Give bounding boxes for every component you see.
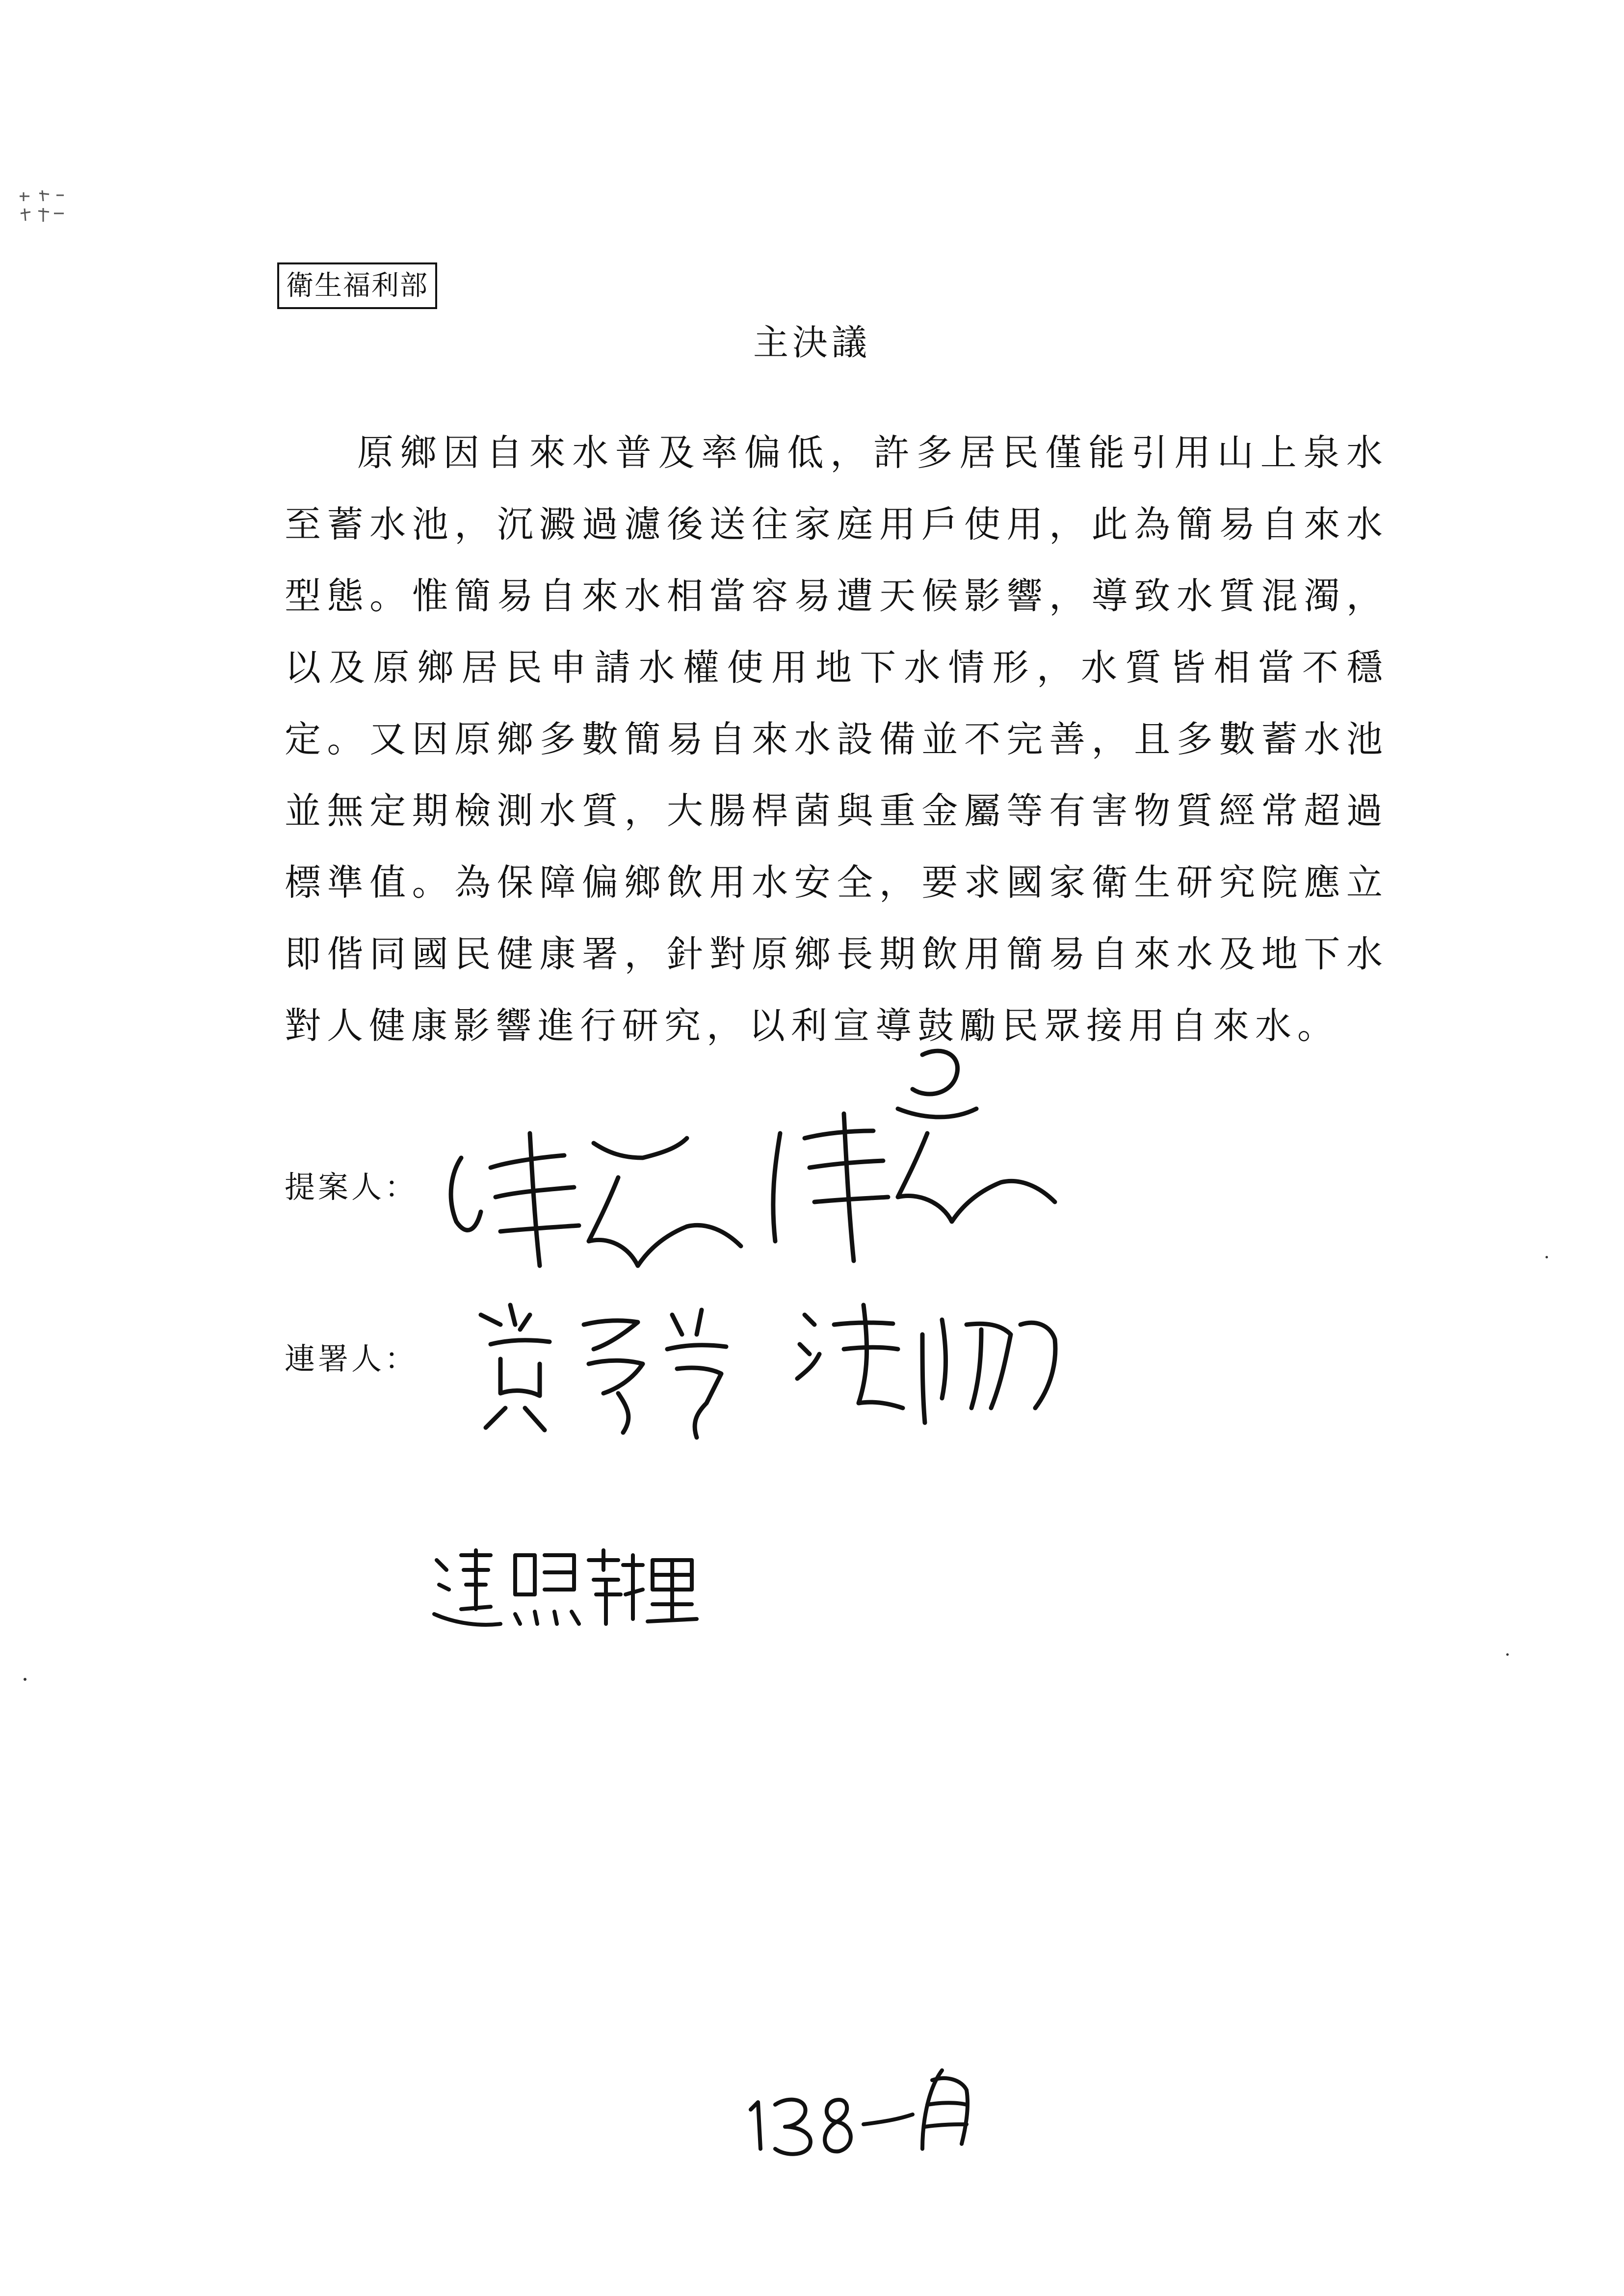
scan-speck bbox=[1506, 1653, 1509, 1656]
cosigner-label: 連署人： bbox=[285, 1341, 419, 1377]
scan-speck bbox=[24, 1678, 26, 1681]
page-number bbox=[736, 2051, 981, 2164]
ministry-tag: 衛生福利部 bbox=[277, 262, 437, 309]
scan-speck bbox=[1545, 1256, 1548, 1258]
approval-note bbox=[427, 1540, 702, 1639]
scan-artifact bbox=[15, 186, 69, 231]
cosigner-signature bbox=[471, 1295, 1070, 1442]
proposer-label: 提案人： bbox=[285, 1169, 419, 1205]
page-title: 主決議 bbox=[753, 322, 871, 363]
resolution-body: 原鄉因自來水普及率偏低，許多居民僅能引用山上泉水至蓄水池，沉澱過濾後送往家庭用戶使用，此為簡易自來水型態。惟簡易自來水相當容易遭天候影響，導致水質混濁，以及原鄉居民申請水權使用地下水情形，水質皆相當不穩定。又因原鄉多數簡易自來水設備並不完善，且多數蓄水池並無定期檢測水質，大腸桿菌與重金屬等有害物質經常超過標準值。為保障偏鄉飲用水安全，要求國家衛生研究院應立即偕同國民健康署，針對原鄉長期飲用簡易自來水及地下水對人健康影響進行研究，以利宣導鼓勵民眾接用自來水。 bbox=[285, 432, 1388, 1047]
proposer-signature bbox=[432, 1035, 1079, 1290]
